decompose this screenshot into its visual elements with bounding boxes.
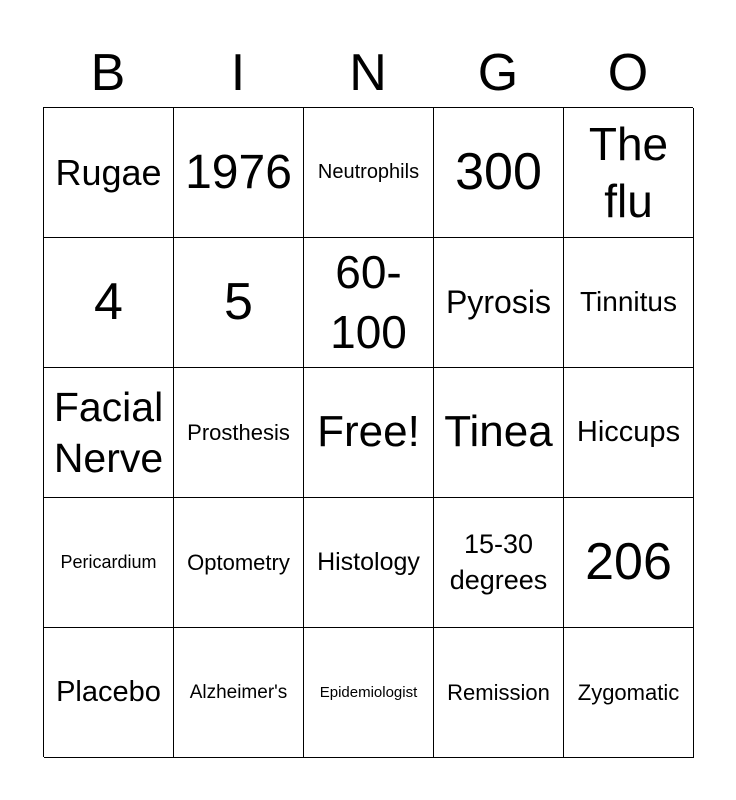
bingo-cell-r4-c5[interactable] [564, 498, 694, 628]
cell-text: Hiccups [576, 415, 681, 448]
cell-text: Zygomatic [577, 679, 680, 705]
bingo-cell-r2-c2[interactable] [174, 238, 304, 368]
cell-text: Prosthesis [187, 419, 290, 445]
bingo-cell-r5-c1[interactable] [44, 628, 174, 758]
cell-text: Free! [317, 407, 420, 457]
cell-text: Optometry [187, 549, 290, 575]
bingo-cell-r1-c2[interactable] [174, 108, 304, 238]
cell-text: Alzheimer's [189, 681, 288, 703]
cell-text: 300 [455, 142, 542, 201]
bingo-cell-r3-c4[interactable] [434, 368, 564, 498]
cell-text: Pyrosis [446, 284, 551, 321]
bingo-cell-r2-c1[interactable] [44, 238, 174, 368]
cell-text: 15-30 degrees [449, 529, 548, 595]
bingo-cell-r5-c4[interactable] [434, 628, 564, 758]
cell-text: 4 [94, 272, 123, 331]
bingo-card [43, 107, 693, 757]
bingo-cell-r4-c3[interactable] [304, 498, 434, 628]
bingo-cell-r4-c4[interactable] [434, 498, 564, 628]
cell-text: Tinea [444, 407, 553, 457]
header-letter-i: I [230, 44, 246, 102]
bingo-cell-r4-c2[interactable] [174, 498, 304, 628]
bingo-cell-r3-c1[interactable] [44, 368, 174, 498]
bingo-cell-r2-c3[interactable] [304, 238, 434, 368]
cell-text: Remission [447, 679, 550, 705]
bingo-cell-r3-c5[interactable] [564, 368, 694, 498]
cell-text: Neutrophils [317, 161, 420, 183]
cell-text: Placebo [56, 675, 161, 708]
header-letter-o: O [607, 44, 649, 102]
bingo-cell-r2-c4[interactable] [434, 238, 564, 368]
bingo-cell-r3-c3[interactable] [304, 368, 434, 498]
cell-text: 206 [585, 532, 672, 591]
header-letter-n: N [349, 44, 387, 102]
cell-text: Histology [317, 548, 420, 577]
cell-text: Facial Nerve [53, 384, 164, 481]
cell-text: 5 [224, 272, 253, 331]
bingo-cell-r2-c5[interactable] [564, 238, 694, 368]
bingo-cell-r5-c3[interactable] [304, 628, 434, 758]
bingo-cell-r5-c5[interactable] [564, 628, 694, 758]
cell-text: Rugae [55, 151, 162, 193]
bingo-header [43, 40, 693, 106]
bingo-cell-r4-c1[interactable] [44, 498, 174, 628]
bingo-cell-r1-c4[interactable] [434, 108, 564, 238]
cell-text: 60-100 [330, 245, 407, 358]
header-letter-g: G [477, 44, 519, 102]
cell-text: Tinnitus [579, 286, 677, 318]
cell-text: Pericardium [60, 552, 157, 573]
cell-text: Epidemiologist [319, 683, 418, 701]
cell-text: 1976 [185, 145, 292, 199]
bingo-cell-r1-c5[interactable] [564, 108, 694, 238]
bingo-cell-r1-c3[interactable] [304, 108, 434, 238]
bingo-cell-r1-c1[interactable] [44, 108, 174, 238]
bingo-cell-r3-c2[interactable] [174, 368, 304, 498]
header-letter-b: B [90, 44, 126, 102]
bingo-cell-r5-c2[interactable] [174, 628, 304, 758]
cell-text: The flu [588, 118, 669, 227]
